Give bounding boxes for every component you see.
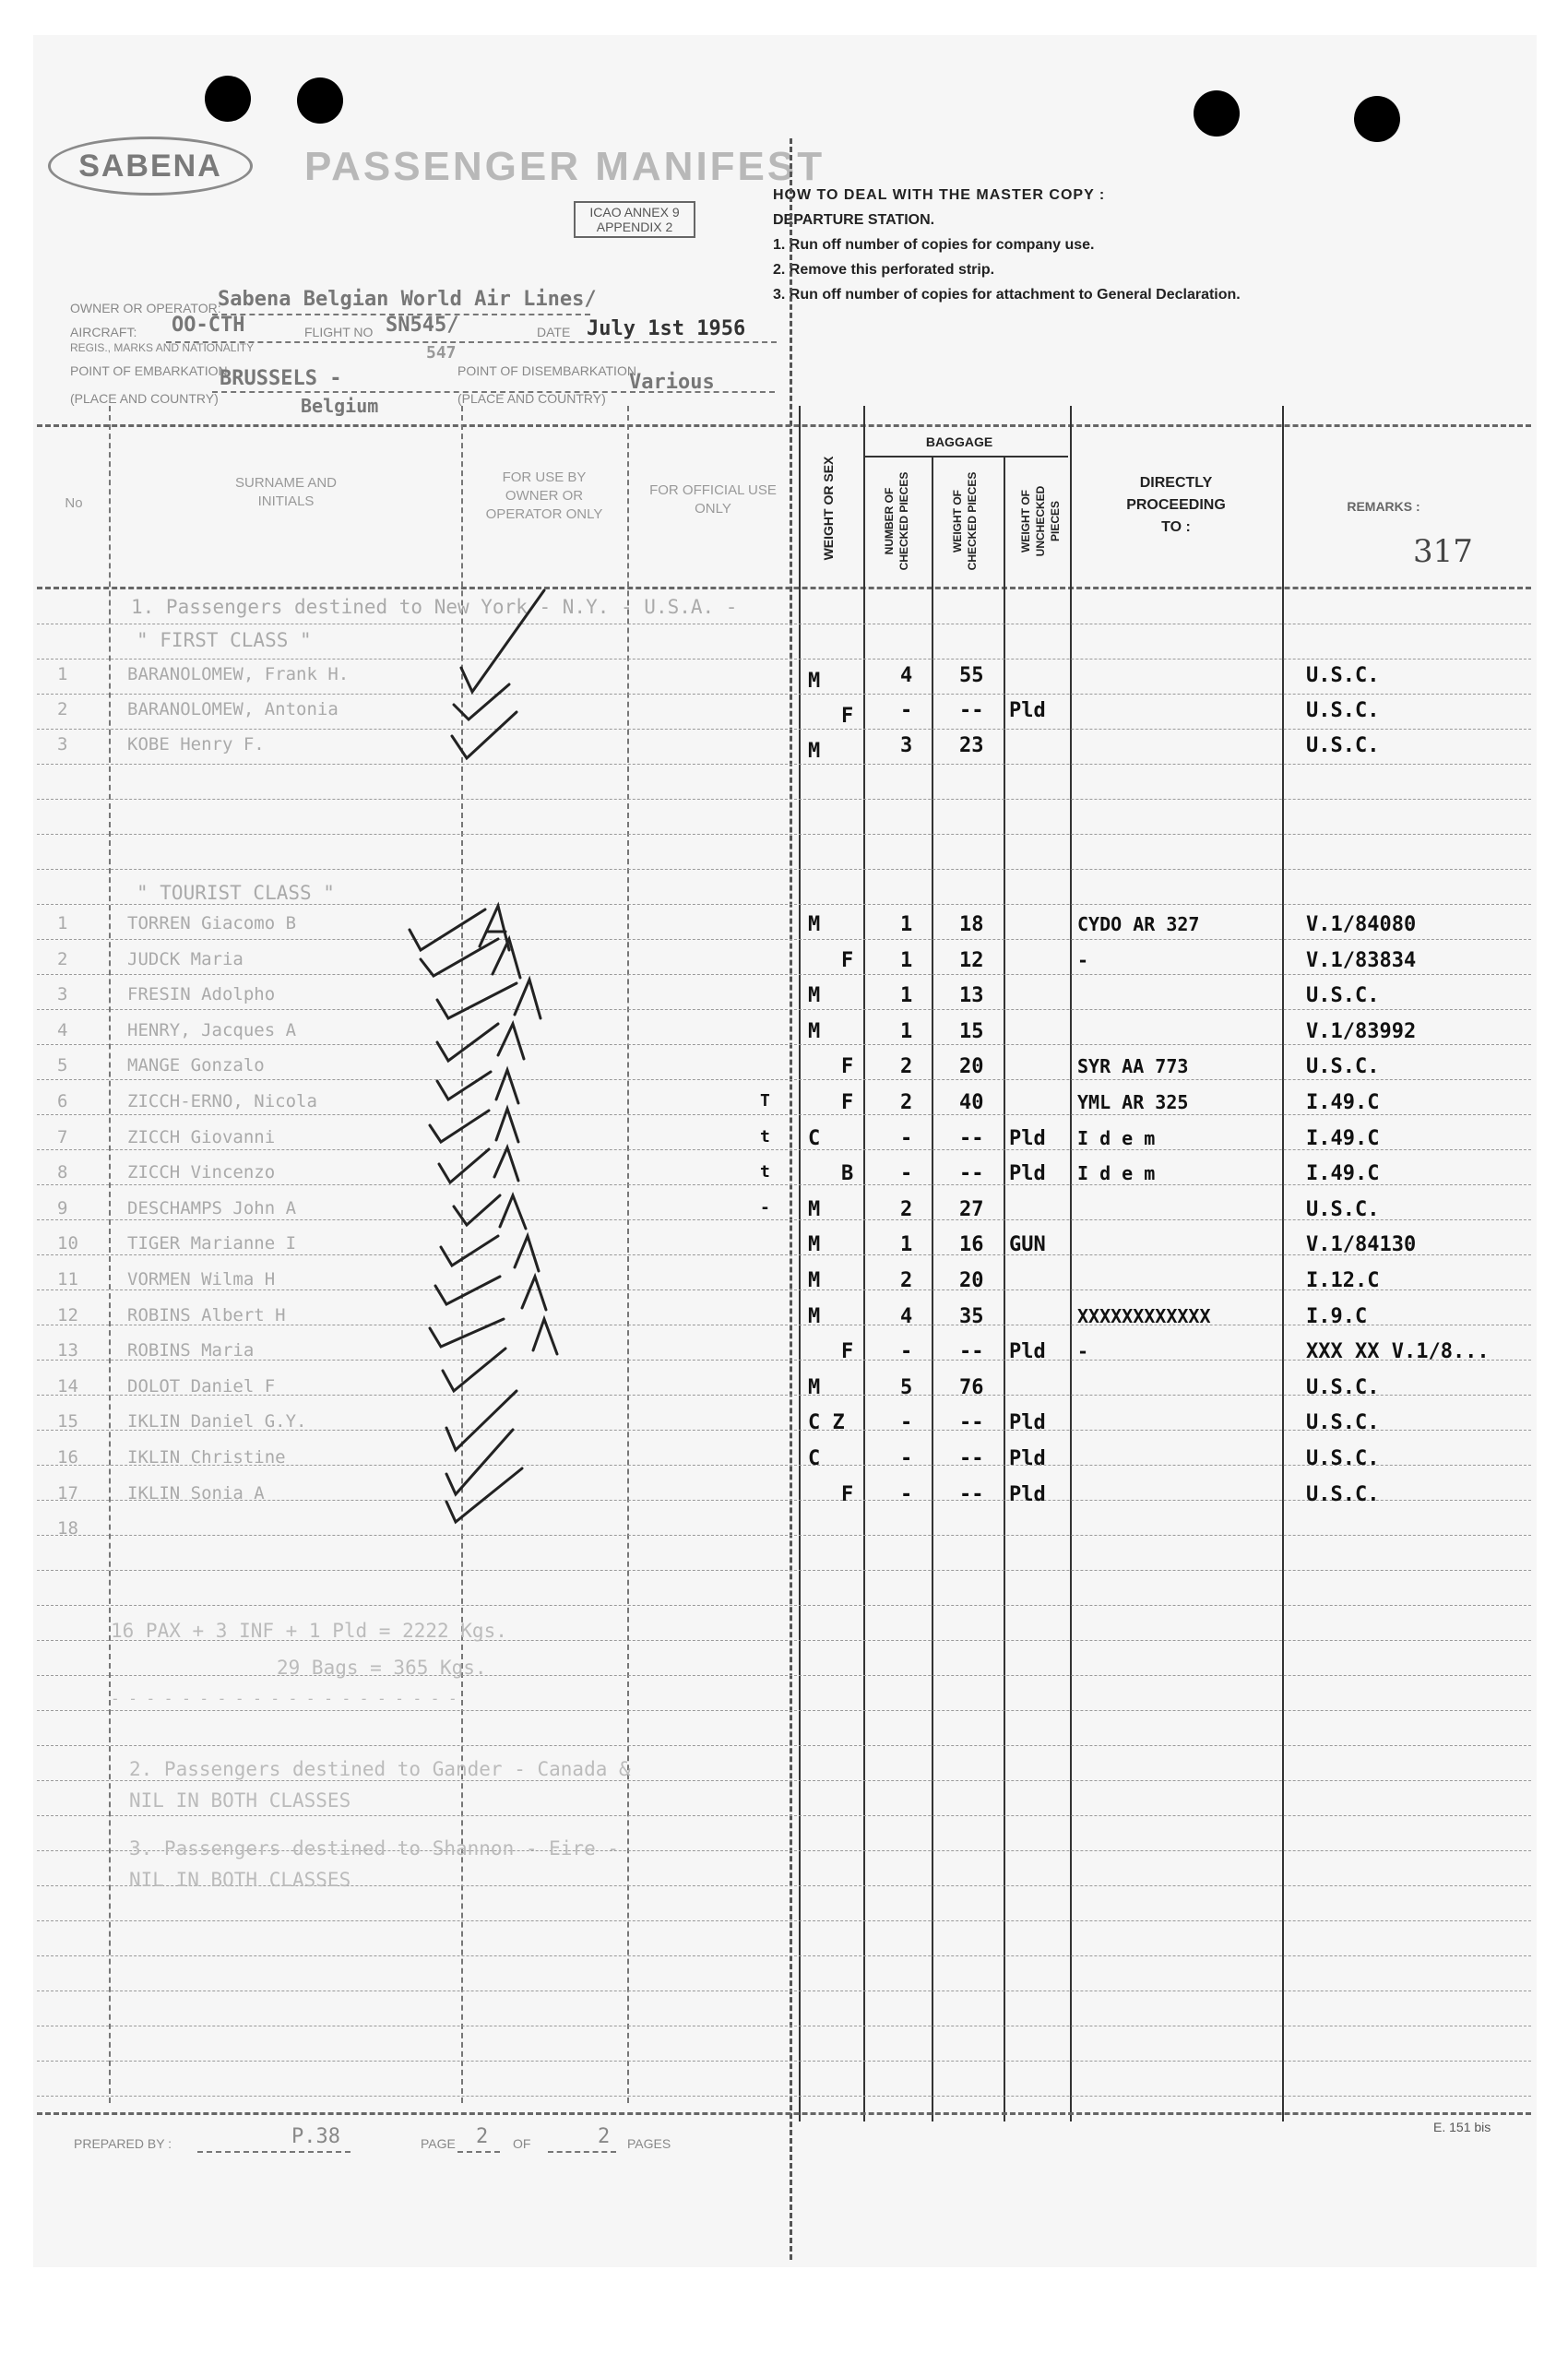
of-value: 2	[598, 2125, 611, 2148]
table-header-rule	[37, 587, 1531, 589]
passenger-name: TORREN Giacomo B	[127, 913, 297, 933]
embark-value: BRUSSELS -	[220, 367, 342, 390]
row-mark: T	[760, 1091, 770, 1111]
remarks-value: I.49.C	[1306, 1162, 1380, 1186]
checked-weight: 15	[959, 1019, 984, 1043]
punch-hole	[1194, 90, 1240, 137]
weight-or-sex: M	[808, 1197, 821, 1221]
row-rule	[37, 1815, 1531, 1816]
passenger-name: KOBE Henry F.	[127, 734, 265, 755]
col-divider	[932, 456, 933, 2121]
checked-weight: --	[959, 1162, 984, 1186]
flight-label: FLIGHT NO	[304, 325, 374, 339]
remarks-value: V.1/84080	[1306, 913, 1417, 936]
sabena-logo: SABENA	[48, 137, 253, 196]
weight-or-sex: F	[841, 1055, 854, 1079]
checked-weight: 27	[959, 1197, 984, 1221]
checked-pieces: -	[900, 1162, 913, 1186]
checked-pieces: -	[900, 1411, 913, 1435]
checked-pieces: 1	[900, 984, 913, 1008]
col-header-remarks: REMARKS :	[1347, 499, 1420, 514]
checked-weight: 23	[959, 734, 984, 757]
row-number: 16	[57, 1447, 78, 1468]
remarks-value: U.S.C.	[1306, 699, 1380, 722]
embark-underline	[212, 391, 775, 393]
row-rule	[37, 834, 1531, 835]
checked-weight: --	[959, 1482, 984, 1506]
instruction-item: 2. Remove this perforated strip.	[773, 262, 995, 278]
other-section-line: NIL IN BOTH CLASSES	[129, 1789, 351, 1812]
weight-or-sex: M	[808, 670, 821, 693]
row-mark: t	[760, 1126, 770, 1147]
footer-rule	[37, 2112, 1531, 2115]
checked-pieces: 1	[900, 1233, 913, 1257]
embark-country: Belgium	[301, 395, 379, 417]
checked-pieces: -	[900, 1482, 913, 1506]
row-rule	[37, 1710, 1531, 1711]
checked-pieces: 2	[900, 1269, 913, 1292]
page-stamp-number: 317	[1413, 533, 1473, 570]
remarks-value: U.S.C.	[1306, 734, 1380, 757]
remarks-value: V.1/83992	[1306, 1019, 1417, 1043]
of-underline	[548, 2151, 616, 2153]
row-rule	[37, 939, 1531, 940]
row-number: 14	[57, 1375, 78, 1396]
remarks-value: U.S.C.	[1306, 1447, 1380, 1470]
row-number: 9	[57, 1197, 68, 1218]
weight-or-sex: M	[808, 913, 821, 936]
checked-weight: 18	[959, 913, 984, 936]
row-number: 1	[57, 913, 68, 933]
proceeding-line: TO :	[1161, 519, 1191, 535]
checked-pieces: 4	[900, 1304, 913, 1328]
checked-pieces: -	[900, 1340, 913, 1364]
passenger-name: ZICCH Vincenzo	[127, 1162, 276, 1183]
unchecked-weight: Pld	[1009, 1411, 1046, 1435]
proceeding-to: YML AR 325	[1077, 1091, 1189, 1113]
page-underline	[457, 2151, 500, 2153]
checked-weight: 12	[959, 948, 984, 972]
flight-value: SN545/	[386, 314, 459, 337]
weight-or-sex: M	[808, 984, 821, 1008]
proceeding-line: DIRECTLY	[1139, 475, 1213, 491]
row-rule	[37, 1920, 1531, 1921]
checked-weight: --	[959, 1411, 984, 1435]
remarks-value: I.49.C	[1306, 1091, 1380, 1114]
unchecked-weight: Pld	[1009, 1482, 1046, 1506]
aircraft-label: AIRCRAFT:	[70, 325, 137, 339]
other-section-line: NIL IN BOTH CLASSES	[129, 1869, 351, 1891]
passenger-name: ROBINS Albert H	[127, 1304, 286, 1325]
weight-or-sex: F	[841, 705, 854, 728]
section-1-title: 1. Passengers destined to New York - N.Y. - U.S.A. -	[131, 596, 738, 618]
passenger-name: ZICCH Giovanni	[127, 1126, 276, 1147]
row-rule	[37, 2096, 1531, 2097]
col-header-owner-use: FOR USE BY OWNER OR OPERATOR ONLY	[485, 469, 603, 522]
prepared-label: PREPARED BY :	[74, 2136, 172, 2151]
checked-weight: 16	[959, 1233, 984, 1257]
embark-sublabel: (PLACE AND COUNTRY)	[70, 391, 219, 406]
weight-or-sex: M	[808, 740, 821, 763]
row-number: 2	[57, 699, 68, 719]
row-number: 15	[57, 1411, 78, 1432]
row-rule	[37, 694, 1531, 695]
col-header-unchecked: WEIGHT OF UNCHECKED PIECES	[1019, 485, 1062, 557]
row-mark: t	[760, 1162, 770, 1182]
disembark-label: POINT OF DISEMBARKATION	[457, 363, 636, 378]
passenger-name: MANGE Gonzalo	[127, 1055, 265, 1076]
row-rule	[37, 974, 1531, 975]
row-rule	[37, 1535, 1531, 1536]
checked-weight: 76	[959, 1375, 984, 1399]
checked-pieces: -	[900, 1447, 913, 1470]
row-rule	[37, 1570, 1531, 1571]
col-divider	[1004, 456, 1005, 2121]
unchecked-weight: Pld	[1009, 1447, 1046, 1470]
remarks-value: XXX XX V.1/8...	[1306, 1340, 1490, 1364]
remarks-value: U.S.C.	[1306, 1197, 1380, 1221]
other-section-line: 2. Passengers destined to Gander - Canada &	[129, 1758, 631, 1780]
row-number: 4	[57, 1019, 68, 1040]
page-value: 2	[476, 2125, 489, 2148]
col-header-no: No	[65, 495, 83, 511]
date-value: July 1st 1956	[587, 317, 746, 340]
row-rule	[37, 1009, 1531, 1010]
checked-pieces: 2	[900, 1091, 913, 1114]
date-label: DATE	[537, 325, 571, 339]
prepared-value: P.38	[291, 2125, 340, 2148]
unchecked-weight: Pld	[1009, 699, 1046, 722]
form-code: E. 151 bis	[1433, 2120, 1491, 2134]
remarks-value: U.S.C.	[1306, 984, 1380, 1008]
pages-label: PAGES	[627, 2136, 671, 2151]
weight-or-sex: M	[808, 1304, 821, 1328]
aircraft-sublabel: REGIS., MARKS AND NATIONALITY	[70, 341, 255, 354]
tourist-class-title: " TOURIST CLASS "	[137, 882, 335, 904]
passenger-name: FRESIN Adolpho	[127, 984, 276, 1005]
col-divider	[863, 406, 865, 2121]
row-rule	[37, 1955, 1531, 1956]
weight-or-sex: B	[841, 1162, 854, 1186]
other-section-line: 3. Passengers destined to Shannon - Eire -	[129, 1837, 620, 1860]
checked-pieces: -	[900, 1126, 913, 1150]
checked-weight: --	[959, 699, 984, 722]
instruction-item: 1. Run off number of copies for company use.	[773, 237, 1095, 253]
remarks-value: U.S.C.	[1306, 1411, 1380, 1435]
disembark-value: Various	[629, 371, 715, 394]
col-header-proceeding	[1098, 472, 1254, 539]
col-header-surname: SURNAME AND INITIALS	[234, 475, 338, 509]
row-rule	[37, 1114, 1531, 1115]
instructions-subtitle: DEPARTURE STATION.	[773, 212, 935, 228]
first-class-title: " FIRST CLASS "	[137, 629, 312, 651]
weight-or-sex: C Z	[808, 1411, 845, 1435]
weight-or-sex: M	[808, 1019, 821, 1043]
page-title: PASSENGER MANIFEST	[304, 144, 826, 189]
checked-pieces: -	[900, 699, 913, 722]
remarks-value: U.S.C.	[1306, 1375, 1380, 1399]
owner-value: Sabena Belgian World Air Lines/	[218, 288, 597, 311]
col-divider	[1282, 406, 1284, 2121]
proceeding-to: SYR AA 773	[1077, 1055, 1189, 1078]
summary-line: 29 Bags = 365 Kgs.	[277, 1657, 487, 1679]
prepared-underline	[197, 2151, 350, 2153]
checked-weight: --	[959, 1126, 984, 1150]
row-rule	[37, 1780, 1531, 1781]
row-number: 3	[57, 984, 68, 1005]
remarks-value: V.1/84130	[1306, 1233, 1417, 1257]
remarks-value: U.S.C.	[1306, 664, 1380, 687]
annex-line: ICAO ANNEX 9	[589, 205, 680, 220]
passenger-name: IKLIN Daniel G.Y.	[127, 1411, 307, 1432]
weight-or-sex: M	[808, 1233, 821, 1257]
master-copy-instructions	[773, 183, 1409, 307]
weight-or-sex: C	[808, 1126, 821, 1150]
passenger-name: BARANOLOMEW, Frank H.	[127, 664, 350, 684]
weight-or-sex: F	[841, 948, 854, 972]
punch-hole	[297, 77, 343, 124]
instructions-title: HOW TO DEAL WITH THE MASTER COPY :	[773, 187, 1106, 203]
row-number: 3	[57, 734, 68, 755]
weight-or-sex: C	[808, 1447, 821, 1470]
perforation-line	[790, 138, 792, 2260]
row-number: 7	[57, 1126, 68, 1147]
checked-weight: 20	[959, 1269, 984, 1292]
col-header-official-use: FOR OFFICIAL USE ONLY	[649, 482, 777, 517]
passenger-name: DESCHAMPS John A	[127, 1197, 297, 1218]
row-number: 8	[57, 1162, 68, 1183]
row-rule	[37, 904, 1531, 905]
row-rule	[37, 2061, 1531, 2062]
aircraft-value: OO-CTH	[172, 314, 245, 337]
checked-pieces: 4	[900, 664, 913, 687]
remarks-value: I.49.C	[1306, 1126, 1380, 1150]
checked-pieces: 2	[900, 1055, 913, 1079]
weight-or-sex: M	[808, 1269, 821, 1292]
unchecked-weight: Pld	[1009, 1162, 1046, 1186]
row-rule	[37, 1605, 1531, 1606]
col-header-checked-weight: WEIGHT OF CHECKED PIECES	[951, 471, 979, 571]
row-number: 2	[57, 948, 68, 969]
checked-pieces: 1	[900, 948, 913, 972]
passenger-name: BARANOLOMEW, Antonia	[127, 699, 339, 719]
remarks-value: I.12.C	[1306, 1269, 1380, 1292]
row-number: 1	[57, 664, 68, 684]
row-rule	[37, 764, 1531, 765]
owner-label: OWNER OR OPERATOR:	[70, 301, 221, 315]
row-rule	[37, 659, 1531, 660]
passenger-name: HENRY, Jacques A	[127, 1019, 297, 1040]
row-rule	[37, 729, 1531, 730]
checked-weight: 55	[959, 664, 984, 687]
weight-or-sex: F	[841, 1482, 854, 1506]
aircraft-underline	[166, 341, 777, 343]
passenger-name: VORMEN Wilma H	[127, 1269, 276, 1289]
passenger-name: ROBINS Maria	[127, 1340, 255, 1361]
proceeding-to: I d e m	[1077, 1126, 1156, 1149]
of-label: OF	[513, 2136, 531, 2151]
col-header-baggage: BAGGAGE	[925, 434, 993, 449]
page-label: PAGE	[421, 2136, 456, 2151]
punch-hole	[1354, 96, 1400, 142]
summary-line: - - - - - - - - - - - - - - - - - - - -	[111, 1690, 457, 1707]
proceeding-to: XXXXXXXXXXXX	[1077, 1304, 1211, 1327]
baggage-rule	[863, 456, 1068, 458]
row-number: 13	[57, 1340, 78, 1361]
flight-sub-value: 547	[426, 343, 457, 362]
col-header-weight-sex: WEIGHT OR SEX	[821, 456, 836, 561]
weight-or-sex: F	[841, 1091, 854, 1114]
unchecked-weight: Pld	[1009, 1126, 1046, 1150]
checked-weight: 35	[959, 1304, 984, 1328]
row-rule	[37, 1675, 1531, 1676]
row-number: 10	[57, 1233, 78, 1254]
row-rule	[37, 1745, 1531, 1746]
proceeding-to: -	[1077, 948, 1089, 971]
checked-pieces: 1	[900, 1019, 913, 1043]
remarks-value: I.9.C	[1306, 1304, 1368, 1328]
row-number: 5	[57, 1055, 68, 1076]
instruction-item: 3. Run off number of copies for attachment to General Declaration.	[773, 287, 1241, 303]
table-top-rule	[37, 424, 1531, 427]
passenger-name: IKLIN Sonia A	[127, 1482, 265, 1503]
checked-weight: --	[959, 1447, 984, 1470]
row-rule	[37, 799, 1531, 800]
row-number: 18	[57, 1518, 78, 1539]
punch-hole	[205, 76, 251, 122]
remarks-value: U.S.C.	[1306, 1482, 1380, 1506]
disembark-sublabel: (PLACE AND COUNTRY)	[457, 391, 606, 406]
checked-pieces: 3	[900, 734, 913, 757]
checked-pieces: 2	[900, 1197, 913, 1221]
row-number: 6	[57, 1091, 68, 1111]
checked-weight: 13	[959, 984, 984, 1008]
annex-box	[574, 201, 695, 238]
passenger-name: DOLOT Daniel F	[127, 1375, 276, 1396]
remarks-value: U.S.C.	[1306, 1055, 1380, 1079]
proceeding-line: PROCEEDING	[1126, 497, 1226, 513]
row-number: 17	[57, 1482, 78, 1503]
row-number: 12	[57, 1304, 78, 1325]
proceeding-to: I d e m	[1077, 1162, 1156, 1185]
weight-or-sex: M	[808, 1375, 821, 1399]
passenger-name: JUDCK Maria	[127, 948, 244, 969]
col-header-checked-pieces: NUMBER OF CHECKED PIECES	[883, 471, 910, 571]
proceeding-to: CYDO AR 327	[1077, 913, 1200, 935]
passenger-name: ZICCH-ERNO, Nicola	[127, 1091, 317, 1111]
remarks-value: V.1/83834	[1306, 948, 1417, 972]
checked-pieces: 5	[900, 1375, 913, 1399]
unchecked-weight: GUN	[1009, 1233, 1046, 1257]
weight-or-sex: F	[841, 1340, 854, 1364]
row-rule	[37, 1079, 1531, 1080]
row-rule	[37, 869, 1531, 870]
checked-weight: --	[959, 1340, 984, 1364]
passenger-name: IKLIN Christine	[127, 1447, 286, 1468]
col-divider	[799, 406, 801, 2121]
col-divider	[1070, 406, 1072, 2121]
row-mark: -	[760, 1197, 770, 1218]
checked-weight: 40	[959, 1091, 984, 1114]
row-rule	[37, 1044, 1531, 1045]
checked-weight: 20	[959, 1055, 984, 1079]
passenger-name: TIGER Marianne I	[127, 1233, 297, 1254]
row-number: 11	[57, 1269, 78, 1289]
embark-label: POINT OF EMBARKATION	[70, 363, 228, 378]
proceeding-to: -	[1077, 1340, 1089, 1363]
checked-pieces: 1	[900, 913, 913, 936]
annex-line: APPENDIX 2	[596, 220, 673, 234]
unchecked-weight: Pld	[1009, 1340, 1046, 1364]
summary-line: 16 PAX + 3 INF + 1 Pld = 2222 Kgs.	[111, 1620, 507, 1642]
